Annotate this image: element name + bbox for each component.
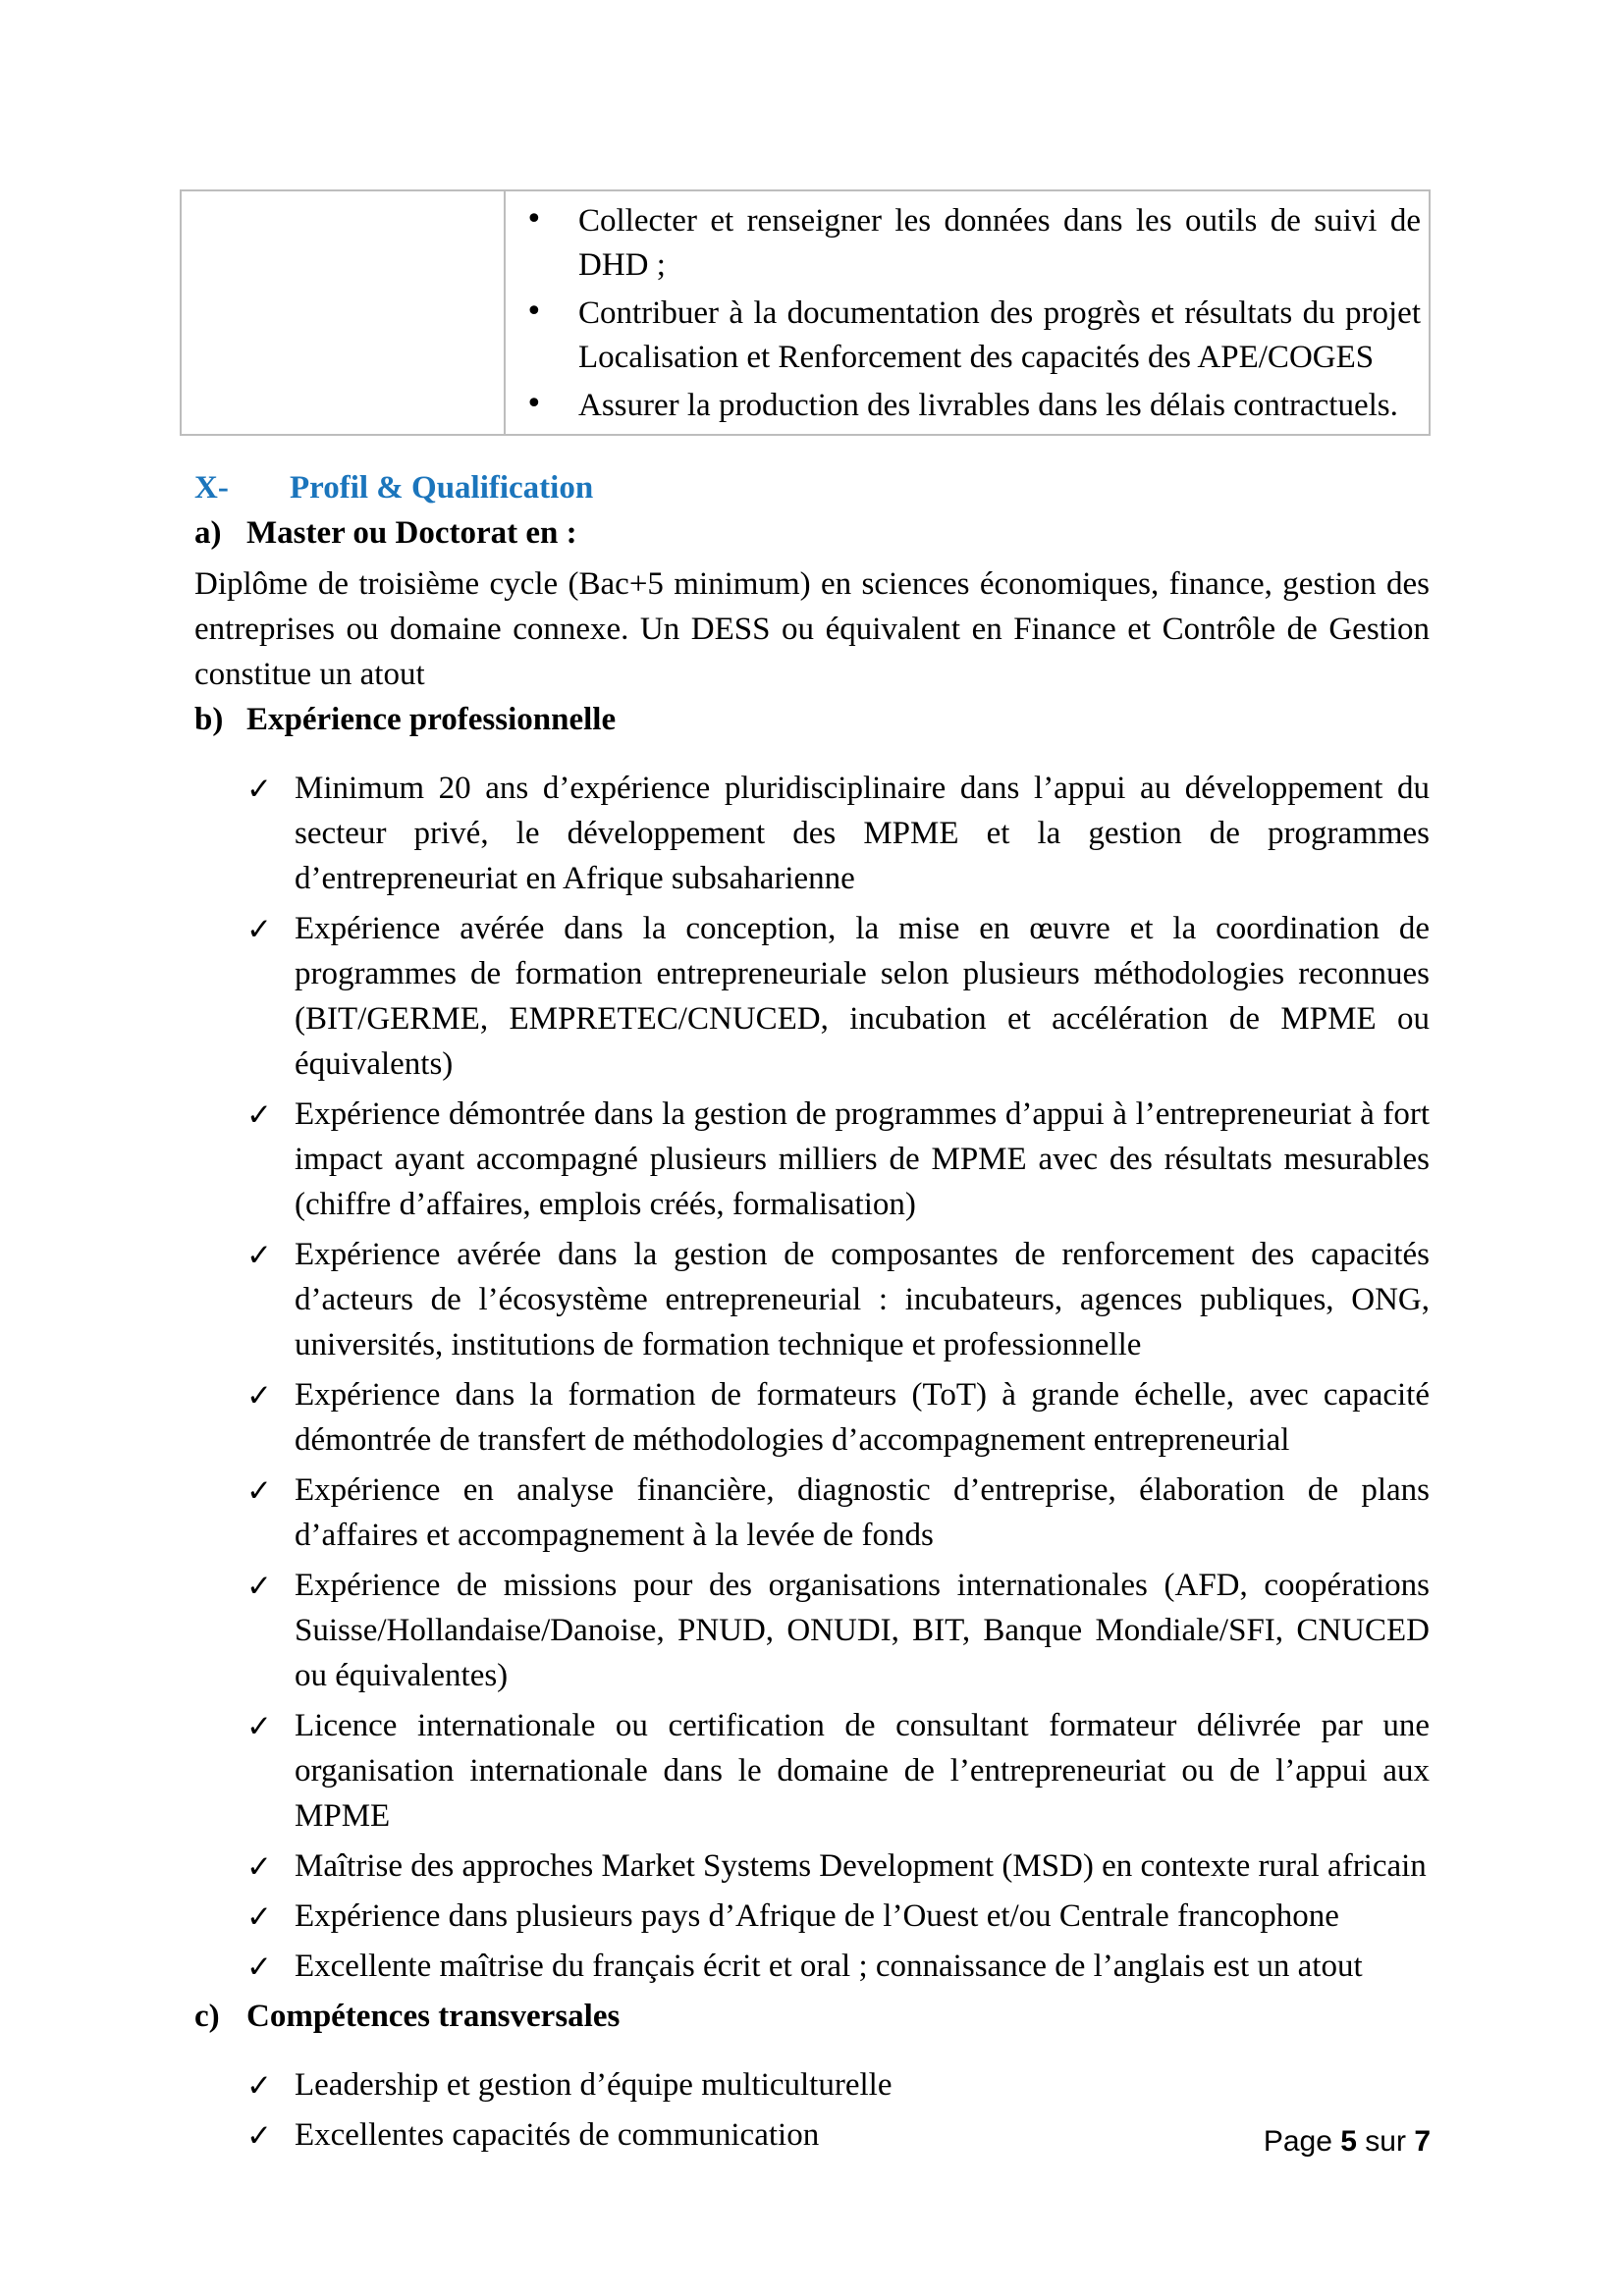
checklist-item-text: Excellente maîtrise du français écrit et oral ; connaissance de l’anglais est un atout <box>295 1949 1363 1984</box>
check-icon: ✓ <box>246 1849 272 1885</box>
check-icon: ✓ <box>246 1709 272 1744</box>
footer-page-number: 5 <box>1340 2125 1357 2158</box>
subsection-b-letter: b) <box>194 702 224 737</box>
check-icon: ✓ <box>246 912 272 947</box>
subsection-a-title: Master ou Doctorat en : <box>246 515 577 551</box>
check-icon: ✓ <box>246 1378 272 1414</box>
bullet-icon: • <box>525 202 543 237</box>
checklist-item <box>194 906 1430 1087</box>
bullet-item <box>506 199 1421 288</box>
section-title: Profil & Qualification <box>290 470 594 506</box>
checklist-item <box>194 1944 1430 1989</box>
bullet-item <box>506 292 1421 380</box>
check-icon: ✓ <box>246 1899 272 1935</box>
check-icon: ✓ <box>246 1238 272 1273</box>
subsection-c-letter: c) <box>194 1999 220 2034</box>
checklist-item-text: Expérience en analyse financière, diagnostic d’entreprise, élaboration de plans d’affaires et accompagnement à la levée de fonds <box>295 1472 1430 1553</box>
checklist-item <box>194 766 1430 901</box>
continuation-table <box>180 189 1431 436</box>
check-icon: ✓ <box>246 772 272 807</box>
checklist-item-text: Licence internationale ou certification de consultant formateur délivrée par une organisation internationale dans le domaine de l’entrepreneuriat ou de l’appui aux MPME <box>295 1708 1430 1834</box>
checklist-item <box>194 1468 1430 1558</box>
table-content-cell <box>505 190 1430 435</box>
checklist-item <box>194 1843 1430 1889</box>
checklist-item-text: Expérience avérée dans la gestion de composantes de renforcement des capacités d’acteurs de l’écosystème entrepreneurial : incubateurs, agences publiques, ONG, universités, institutions de formation technique et professionnelle <box>295 1237 1430 1362</box>
check-icon: ✓ <box>246 1097 272 1133</box>
checklist-item-text: Expérience de missions pour des organisations internationales (AFD, coopérations Suisse/Hollandaise/Danoise, PNUD, ONUDI, BIT, Banque Mondiale/SFI, CNUCED ou équivalentes) <box>295 1568 1430 1693</box>
paragraph-diplome: Diplôme de troisième cycle (Bac+5 minimum) en sciences économiques, finance, gestion des entreprises ou domaine connexe. Un DESS ou équivalent en Finance et Contrôle de Gestion constitue un atout <box>194 566 1430 692</box>
subsection-a-heading <box>194 510 1430 556</box>
bullet-icon: • <box>525 387 543 421</box>
checklist-item <box>194 2062 1430 2108</box>
checklist-item <box>194 1092 1430 1227</box>
checklist-b <box>194 766 1430 1989</box>
check-icon: ✓ <box>246 1569 272 1604</box>
check-icon: ✓ <box>246 1949 272 1985</box>
table-bullet-list <box>506 199 1421 428</box>
bullet-text: Assurer la production des livrables dans les délais contractuels. <box>578 388 1398 423</box>
checklist-item-text: Leadership et gestion d’équipe multiculturelle <box>295 2067 893 2103</box>
section-numeral: X- <box>194 470 229 506</box>
bullet-text: Collecter et renseigner les données dans les outils de suivi de DHD ; <box>578 203 1421 283</box>
bullet-icon: • <box>525 294 543 329</box>
checklist-item-text: Maîtrise des approches Market Systems Development (MSD) en contexte rural africain <box>295 1848 1427 1884</box>
footer-total-pages: 7 <box>1414 2125 1431 2158</box>
checklist-item <box>194 1563 1430 1698</box>
subsection-c-heading <box>194 1994 1430 2039</box>
checklist-item-text: Expérience dans plusieurs pays d’Afrique de l’Ouest et/ou Centrale francophone <box>295 1898 1339 1934</box>
checklist-item-text: Excellentes capacités de communication <box>295 2117 820 2153</box>
checklist-item-text: Expérience dans la formation de formateurs (ToT) à grande échelle, avec capacité démontrée de transfert de méthodologies d’accompagnement entrepreneurial <box>295 1377 1430 1458</box>
check-icon: ✓ <box>246 2118 272 2154</box>
checklist-item <box>194 2112 1430 2158</box>
check-icon: ✓ <box>246 2068 272 2104</box>
section-heading <box>194 465 1430 510</box>
bullet-item <box>506 384 1421 428</box>
checklist-c <box>194 2062 1430 2158</box>
checklist-item <box>194 1703 1430 1839</box>
check-icon: ✓ <box>246 1473 272 1509</box>
subsection-b-title: Expérience professionnelle <box>246 702 617 737</box>
table-empty-cell <box>181 190 505 435</box>
footer-sur-label: sur <box>1365 2125 1406 2158</box>
checklist-item <box>194 1894 1430 1939</box>
subsection-c-title: Compétences transversales <box>246 1999 621 2034</box>
footer-page-label: Page <box>1263 2125 1332 2158</box>
checklist-item <box>194 1232 1430 1367</box>
subsection-b-heading <box>194 697 1430 742</box>
checklist-item <box>194 1372 1430 1463</box>
checklist-item-text: Expérience démontrée dans la gestion de programmes d’appui à l’entrepreneuriat à fort impact ayant accompagné plusieurs milliers de MPME avec des résultats mesurables (chiffre d’affaires, emplois créés, formalisation) <box>295 1096 1430 1222</box>
subsection-a-letter: a) <box>194 515 222 551</box>
document-body <box>194 189 1430 2163</box>
page-footer <box>1264 2125 1431 2159</box>
table-row <box>181 190 1430 435</box>
checklist-item-text: Expérience avérée dans la conception, la mise en œuvre et la coordination de programmes de formation entrepreneuriale selon plusieurs méthodologies reconnues (BIT/GERME, EMPRETEC/CNUCED, incubation et accélération de MPME ou équivalents) <box>295 911 1430 1082</box>
bullet-text: Contribuer à la documentation des progrès et résultats du projet Localisation et Renforcement des capacités des APE/COGES <box>578 295 1421 375</box>
checklist-item-text: Minimum 20 ans d’expérience pluridisciplinaire dans l’appui au développement du secteur privé, le développement des MPME et la gestion de programmes d’entrepreneuriat en Afrique subsaharienne <box>295 771 1430 896</box>
